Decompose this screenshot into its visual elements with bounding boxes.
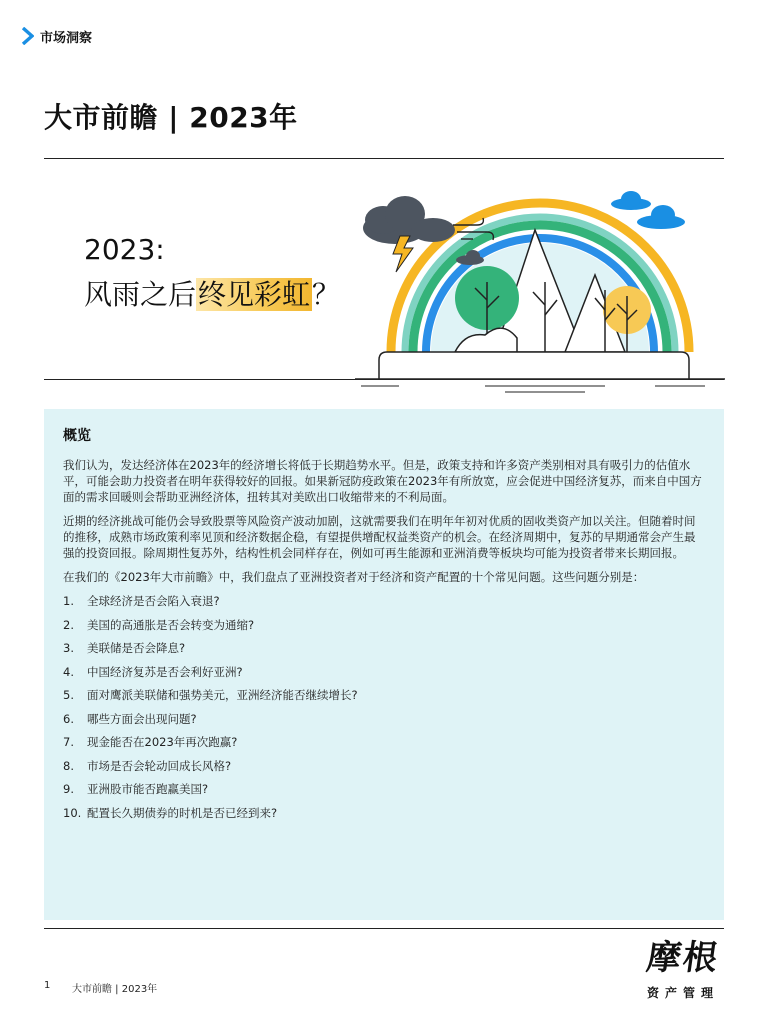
list-item xyxy=(63,781,706,805)
question-list xyxy=(63,593,706,828)
list-item xyxy=(63,617,706,641)
hero-headline-suffix: ？ xyxy=(312,278,341,311)
list-item-number: 9. xyxy=(63,782,74,796)
list-item-number: 4. xyxy=(63,664,74,679)
summary-paragraph: 我们认为，发达经济体在2023年的经济增长将低于长期趋势水平。但是，政策支持和许多资产类别相对具有吸引力的估值水平，可能会助力投资者在明年获得较好的回报。如果新冠防疫政策在2023年有所放宽，应会促进中国经济复苏，而来自中国方面的需求回暖则会帮助亚洲经济体，扭转其对美欧出口收缩带来的不利局面。 xyxy=(63,458,702,504)
hero-year: 2023: xyxy=(84,233,165,266)
list-item xyxy=(63,593,706,617)
list-item-text: 配置长久期债券的时机是否已经到来? xyxy=(87,805,278,820)
summary-heading: 概览 xyxy=(63,428,91,444)
list-item xyxy=(63,805,706,829)
page-title: 大市前瞻 | 2023年 xyxy=(44,101,298,134)
list-item-text: 中国经济复苏是否会利好亚洲? xyxy=(87,664,243,679)
list-item-text: 美国的高通胀是否会转变为通缩? xyxy=(87,617,255,632)
ground-platform xyxy=(379,352,689,379)
list-item xyxy=(63,664,706,688)
list-item-number: 5. xyxy=(63,688,74,702)
logo-mark: 摩根 xyxy=(644,938,722,978)
hero-headline-prefix: 风雨之后 xyxy=(84,278,197,311)
list-item-number: 3. xyxy=(63,641,74,655)
hero-headline-highlight: 终见彩虹 xyxy=(198,278,311,311)
list-item-text: 面对鹰派美联储和强势美元，亚洲经济能否继续增长? xyxy=(87,688,358,702)
list-item-text: 市场是否会轮动回成长风格? xyxy=(87,758,232,773)
list-item-number: 6. xyxy=(63,711,74,726)
summary-box xyxy=(44,409,724,920)
rainbow-illustration xyxy=(355,170,725,395)
list-item-number: 8. xyxy=(63,758,74,773)
summary-paragraph: 近期的经济挑战可能仍会导致股票等风险资产波动加剧，这就需要我们在明年年初对优质的固收类资产加以关注。但随着时间的推移，成熟市场政策利率见顶和经济数据企稳，有望提供增配权益类资产的机会。在经济周期中，复苏的早期通常会产生最强的投资回报。除周期性复苏外，结构性机会同样存在，例如可再生能源和亚洲消费等板块均可能为投资者带来长期回报。 xyxy=(63,514,696,560)
list-item xyxy=(63,711,706,735)
divider-bottom xyxy=(44,928,724,929)
list-item-text: 现金能否在2023年再次跑赢? xyxy=(87,735,238,749)
section-tag xyxy=(22,26,92,46)
list-item-number: 7. xyxy=(63,735,74,749)
list-item-text: 亚洲股市能否跑赢美国? xyxy=(87,782,209,796)
list-item xyxy=(63,640,706,664)
list-item-text: 全球经济是否会陷入衰退? xyxy=(87,594,220,608)
logo-subtitle: 资产管理 xyxy=(646,986,719,1000)
list-item-text: 哪些方面会出现问题? xyxy=(87,711,197,726)
section-tag-label: 市场洞察 xyxy=(40,30,93,46)
divider-top xyxy=(44,158,724,159)
list-item xyxy=(63,758,706,782)
list-item-number: 1. xyxy=(63,594,74,608)
list-item xyxy=(63,687,706,711)
list-item-number: 2. xyxy=(63,617,74,632)
page-number: 1 xyxy=(44,980,51,991)
list-item-text: 美联储是否会降息? xyxy=(87,641,186,655)
list-item-number: 10. xyxy=(63,805,82,820)
footer-title: 大市前瞻 | 2023年 xyxy=(72,984,158,995)
brand-logo xyxy=(640,938,726,1001)
divider-middle xyxy=(44,379,724,380)
chevron-right-icon xyxy=(22,27,34,45)
list-item xyxy=(63,734,706,758)
hero-headline xyxy=(84,273,340,313)
summary-paragraph: 在我们的《2023年大市前瞻》中，我们盘点了亚洲投资者对于经济和资产配置的十个常见问题。这些问题分别是： xyxy=(63,570,645,584)
